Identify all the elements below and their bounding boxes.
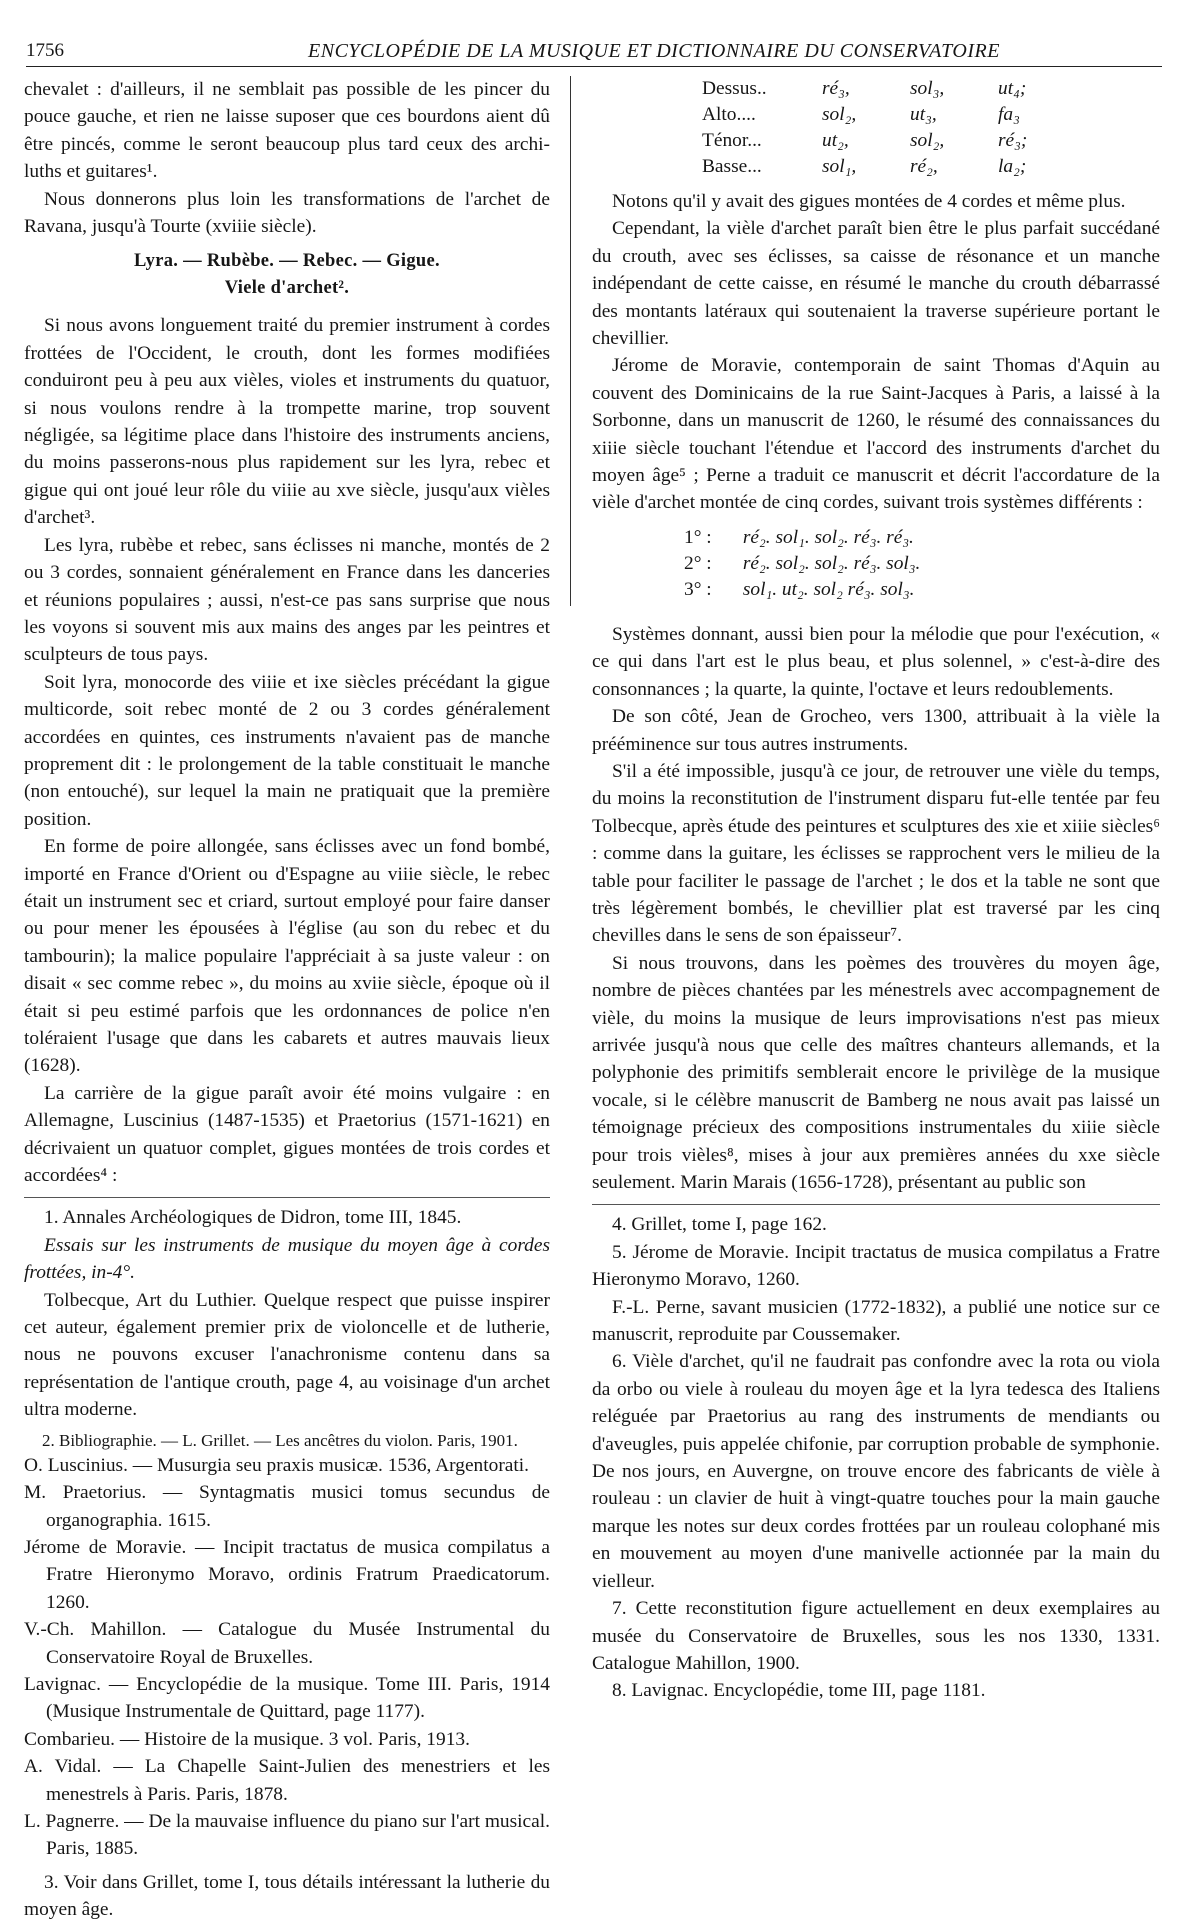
footnote: 5. Jérome de Moravie. Incipit tractatus de musica compilatus a Fratre Hieronymo Moravo, 1260. (592, 1241, 1160, 1291)
footnote-rule (592, 1204, 1160, 1205)
tuning-row (592, 102, 1160, 128)
section-heading-line: Viele d'archet². (224, 278, 350, 299)
tuning-system (684, 577, 1160, 603)
paragraph: De son côté, Jean de Grocheo, vers 1300, attribuait à la vièle la prééminence sur tous autres instruments. (592, 706, 1160, 755)
paragraph: S'il a été impossible, jusqu'à ce jour, de retrouver une vièle du temps, du moins la reconstitution de l'instrument disparu fut-elle tentée par feu Tolbecque, après étude des peintures et sculptures des xie et xiiie siècles⁶ : comme dans la guitare, les éclisses se rapprochent vers le milieu de la table pour faciliter le passage de l'archet ; le dos et la table ne sont que très légèrement bombés, le chevillier plat est traversé par les cinq chevilles dans le sens de son épaisseur⁷. (592, 760, 1160, 947)
footnote: F.-L. Perne, savant musicien (1772-1832), a publié une notice sur ce manuscrit, reproduite par Coussemaker. (592, 1296, 1160, 1346)
tuning-note: sol₂, (822, 104, 857, 125)
bibliography-entry: A. Vidal. — La Chapelle Saint-Julien des menestriers et les menestrels à Paris. Paris, 1878. (24, 1756, 550, 1805)
footnote: 8. Lavignac. Encyclopédie, tome III, page 1181. (612, 1680, 986, 1702)
right-column (592, 76, 1160, 1705)
tuning-system-notes: ré₂. sol₁. sol₂. ré₃. ré₃. (742, 526, 914, 548)
bibliography-list (24, 1452, 550, 1863)
tuning-note: ut₄; (998, 78, 1027, 99)
paragraph: En forme de poire allongée, sans éclisses avec un fond bombé, importé en France d'Orient ou d'Espagne au viiie siècle, le rebec était un instrument sec et criard, surtout employé pour faire danser ou pour mener les épousées à l'église (au son du rebec et du tambourin); la malice populaire l'appréciait à sa juste valeur : on disait « sec comme rebec », du moins au xviie siècle, époque où il était si peu estimé parfois que les ordonnances de police n'en toléraient l'usage que dans les cabarets et autres mauvais lieux (1628). (24, 836, 550, 1077)
tuning-note: la₂; (998, 156, 1027, 177)
tuning-system-number: 3° : (684, 578, 712, 600)
bibliography-entry: M. Praetorius. — Syntagmatis musici tomus secundus de organographia. 1615. (24, 1482, 550, 1531)
bibliography-entry: Jérome de Moravie. — Incipit tractatus de musica compilatus a Fratre Hieronymo Moravo, ordinis Fratrum Praedicatorum. 1260. (24, 1536, 550, 1613)
paragraph: chevalet : d'ailleurs, il ne semblait pas possible de les pincer du pouce gauche, et rien ne laisse suposer que ces bourdons aient dû être pincés, comme le seront beaucoup plus tard ceux des archi-luths et guitares¹. (24, 79, 550, 183)
left-column (24, 76, 550, 1924)
paragraph: Systèmes donnant, aussi bien pour la mélodie que pour l'exécution, « ce qui dans l'art est le plus beau, et plus solennel, » c'est-à-dire des consonnances ; la quarte, la quinte, l'octave et leurs redoublements. (592, 623, 1160, 700)
tuning-system (684, 525, 1160, 551)
tuning-system-number: 1° : (684, 526, 712, 548)
tuning-label: Ténor... (702, 130, 762, 151)
tuning-label: Basse... (702, 156, 762, 177)
paragraph: Si nous avons longuement traité du premier instrument à cordes frottées de l'Occident, le crouth, dont les formes modifiées conduiront peu à peu aux vièles, violes et instruments du quatuor, si nous voulons rendre à la trompette marine, trop souvent négligée, sa légitime place dans l'histoire des instruments anciens, du moins passerons-nous plus rapidement sur les lyra, rebec et gigue qui ont joué leur rôle du viiie au xve siècle, jusqu'aux vièles d'archet³. (24, 315, 550, 529)
bibliography-entry: L. Pagnerre. — De la mauvaise influence du piano sur l'art musical. Paris, 1885. (24, 1810, 550, 1860)
tuning-note: sol₂, (910, 130, 945, 151)
tuning-table (592, 76, 1160, 180)
tuning-row (592, 154, 1160, 180)
paragraph: Les lyra, rubèbe et rebec, sans éclisses ni manche, montés de 2 ou 3 cordes, sonnaient généralement en France dans les danceries et réunions populaires ; aussi, n'est-ce pas sans surprise que nous les voyons si souvent mis aux mains des anges par les peintres et sculpteurs de tous pays. (24, 534, 550, 666)
paragraph: Notons qu'il y avait des gigues montées de 4 cordes et même plus. (612, 191, 1126, 212)
bibliography-entry: V.-Ch. Mahillon. — Catalogue du Musée Instrumental du Conservatoire Royal de Bruxelles. (24, 1619, 550, 1668)
bibliography-heading: 2. Bibliographie. — L. Grillet. — Les ancêtres du violon. Paris, 1901. (42, 1430, 518, 1450)
running-title: ENCYCLOPÉDIE DE LA MUSIQUE ET DICTIONNAIRE DU CONSERVATOIRE (308, 40, 1000, 62)
tuning-label: Dessus.. (702, 78, 767, 99)
footnote: Essais sur les instruments de musique du moyen âge à cordes frottées, in-4°. (24, 1234, 550, 1284)
footnote-rule (24, 1197, 550, 1198)
bibliography-entry: O. Luscinius. — Musurgia seu praxis musicæ. 1536, Argentorati. (24, 1454, 530, 1476)
tuning-note: ut₂, (822, 130, 849, 151)
tuning-systems (684, 525, 1160, 603)
section-heading (24, 248, 550, 302)
tuning-note: fa₃ (998, 104, 1020, 125)
paragraph: Jérome de Moravie, contemporain de saint Thomas d'Aquin au couvent des Dominicains de la rue Saint-Jacques à Paris, a laissé à la Sorbonne, dans un manuscrit de 1260, le résumé des connaissances du xiiie siècle touchant l'étendue et l'accord des instruments d'archet du moyen âge⁵ ; Perne a traduit ce manuscrit et décrit l'accordature de la vièle d'archet montée de cinq cordes, suivant trois systèmes différents : (592, 355, 1160, 514)
tuning-row (592, 76, 1160, 102)
paragraph: Nous donnerons plus loin les transformations de l'archet de Ravana, jusqu'à Tourte (xviiie siècle). (24, 188, 550, 238)
tuning-row (592, 128, 1160, 154)
page-header (26, 40, 1162, 67)
tuning-note: ré₃, (822, 78, 850, 99)
tuning-note: ré₂, (910, 156, 938, 177)
tuning-system (684, 551, 1160, 577)
paragraph: Cependant, la vièle d'archet paraît bien être le plus parfait succédané du crouth, avec ses éclisses, sa caisse de résonance et un manche indépendant de cette caisse, en résumé le manche du crouth débarrassé des montants latéraux qui soutenaient la traverse supérieure portant le chevillier. (592, 218, 1160, 350)
footnote: 4. Grillet, tome I, page 162. (612, 1214, 827, 1236)
page-number: 1756 (26, 40, 64, 61)
footnote: 3. Voir dans Grillet, tome I, tous détails intéressant la lutherie du moyen âge. (24, 1871, 550, 1921)
footnote: Tolbecque, Art du Luthier. Quelque respect que puisse inspirer cet auteur, également premier prix de violoncelle et de lutherie, nous ne pouvons excuser l'anachronisme contenu dans sa représentation de l'antique crouth, page 4, au voisinage d'un archet ultra moderne. (24, 1289, 550, 1421)
tuning-note: sol₁, (822, 156, 857, 177)
footnote: 1. Annales Archéologiques de Didron, tome III, 1845. (44, 1207, 462, 1229)
tuning-note: sol₃, (910, 78, 945, 99)
tuning-system-notes: sol₁. ut₂. sol₂ ré₃. sol₃. (742, 578, 915, 600)
bibliography-entry: Combarieu. — Histoire de la musique. 3 vol. Paris, 1913. (24, 1728, 470, 1750)
section-heading-line: Lyra. — Rubèbe. — Rebec. — Gigue. (134, 251, 440, 272)
paragraph: Si nous trouvons, dans les poèmes des trouvères du moyen âge, nombre de pièces chantées par les ménestrels avec accompagnement de vièle, du moins la musique de leurs improvisations n'est pas mieux arrivée jusqu'à nous que celle des maîtres chanteurs allemands, et la polyphonie des primitifs semblerait encore le privilège de la musique vocale, si le célèbre manuscrit de Bamberg ne nous avait pas laissé un témoignage précieux des compositions instrumentales du xiiie siècle pour trois vièles⁸, mises à jour aux premières années du xxe siècle seulement. Marin Marais (1656-1728), présentant au public son (592, 952, 1160, 1193)
bibliography-entry: Lavignac. — Encyclopédie de la musique. Tome III. Paris, 1914 (Musique Instrumentale de Quittard, page 1177). (24, 1673, 550, 1723)
column-divider (570, 76, 571, 606)
footnote: 6. Vièle d'archet, qu'il ne faudrait pas confondre avec la rota ou viola da orbo ou viele à rouleau du moyen âge et la lyra tedesca des Italiens reléguée par Praetorius au rang des instruments de mendiants ou d'aveugles, puis appelée chifonie, par corruption probable de symphonie. De nos jours, en Auvergne, on trouve encore des fabricants de vièle à rouleau : un clavier de huit à vingt-quatre touches pour la main gauche marque les notes sur deux cordes frottées par un rouleau colophané mis en mouvement au moyen d'une manivelle actionnée par la main du vielleur. (592, 1351, 1160, 1592)
paragraph: La carrière de la gigue paraît avoir été moins vulgaire : en Allemagne, Luscinius (1487-1535) et Praetorius (1571-1621) en décrivaient un quatuor complet, gigues montées de trois cordes et accordées⁴ : (24, 1082, 550, 1187)
tuning-system-number: 2° : (684, 552, 712, 574)
tuning-note: ut₃, (910, 104, 937, 125)
footnote: 7. Cette reconstitution figure actuellement en deux exemplaires au musée du Conservatoire de Bruxelles, sous les nos 1330, 1331. Catalogue Mahillon, 1900. (592, 1598, 1160, 1674)
tuning-system-notes: ré₂. sol₂. sol₂. ré₃. sol₃. (742, 552, 921, 574)
paragraph: Soit lyra, monocorde des viiie et ixe siècles précédant la gigue multicorde, soit rebec monté de 2 ou 3 cordes généralement accordées en quintes, ces instruments n'avaient pas de manche proprement dit : le prolongement de la table constituait le manche (non entouché), sur lequel la main ne pratiquait que la première position. (24, 671, 550, 830)
tuning-note: ré₃; (998, 130, 1028, 151)
tuning-label: Alto.... (702, 104, 756, 125)
